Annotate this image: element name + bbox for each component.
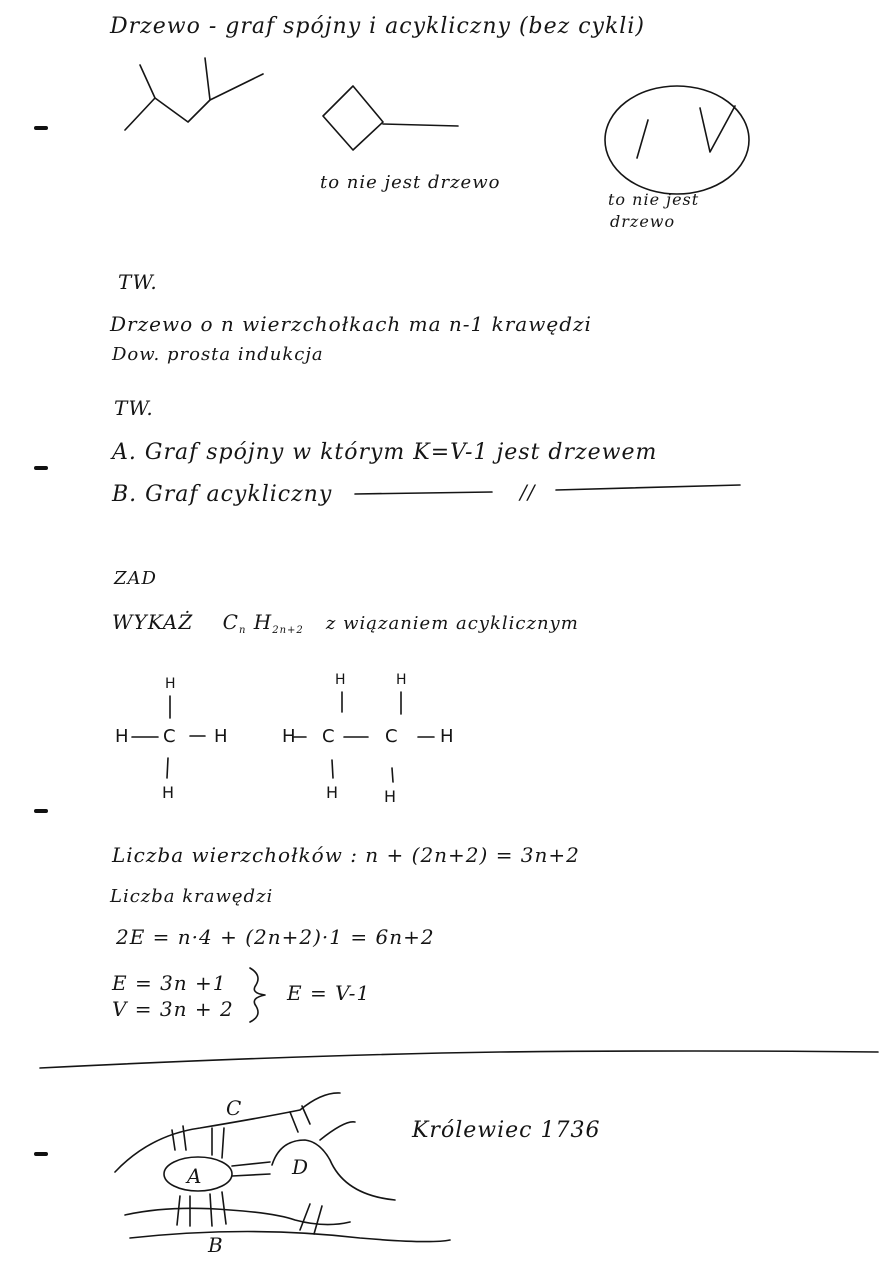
theorem2-line-b: B. Graf acykliczny xyxy=(112,482,333,507)
konigsberg-bridges-drawing xyxy=(115,1093,450,1242)
e-line: E = 3n +1 xyxy=(112,971,227,995)
page-title: Drzewo - graf spójny i acykliczny (bez cykli) xyxy=(110,14,645,39)
task-prefix: WYKAŻ xyxy=(112,610,194,634)
edge-equation: 2E = n·4 + (2n+2)·1 = 6n+2 xyxy=(116,925,435,949)
v-line: V = 3n + 2 xyxy=(112,997,234,1021)
task-suffix: z wiązaniem acyklicznym xyxy=(325,613,579,634)
formula-h: H xyxy=(253,610,273,634)
theorem1-label: TW. xyxy=(118,270,158,294)
edge-count-label: Liczba krawędzi xyxy=(110,886,274,907)
atom-h: H xyxy=(440,726,455,747)
ethane-bonds xyxy=(294,692,434,782)
formula-n-sub: n xyxy=(238,625,247,636)
not-tree-caption-2b: drzewo xyxy=(610,212,676,231)
not-tree-caption-2a: to nie jest xyxy=(608,190,700,209)
conclusion: E = V-1 xyxy=(287,981,371,1005)
region-label-c: C xyxy=(226,1096,243,1120)
disconnected-graph-drawing xyxy=(605,86,749,194)
atom-h: H xyxy=(326,783,340,802)
theorem1-proof: Dow. prosta indukcja xyxy=(112,344,324,365)
atom-h: H xyxy=(165,676,177,692)
atom-c: C xyxy=(322,726,336,747)
theorem2-line-a: A. Graf spójny w którym K=V-1 jest drzewem xyxy=(112,440,658,465)
atom-c: C xyxy=(163,726,177,747)
atom-c: C xyxy=(385,726,399,747)
ditto-line xyxy=(355,492,492,494)
konigsberg-title: Królewiec 1736 xyxy=(412,1118,601,1143)
not-tree-caption-1: to nie jest drzewo xyxy=(320,172,501,193)
atom-h: H xyxy=(396,672,408,688)
vertex-count: Liczba wierzchołków : n + (2n+2) = 3n+2 xyxy=(112,843,580,867)
atom-h: H xyxy=(115,726,130,747)
brace xyxy=(250,968,265,1022)
region-label-a: A xyxy=(187,1164,203,1188)
exercise-label: ZAD xyxy=(114,568,157,589)
formula-c: C xyxy=(222,610,239,634)
atom-h: H xyxy=(335,672,347,688)
region-label-b: B xyxy=(208,1233,224,1257)
separator-line xyxy=(40,1051,878,1068)
atom-h: H xyxy=(214,726,229,747)
cycle-graph-drawing xyxy=(323,86,458,150)
region-label-d: D xyxy=(292,1155,310,1179)
atom-h: H xyxy=(384,787,398,806)
theorem1-statement: Drzewo o n wierzchołkach ma n-1 krawędzi xyxy=(110,312,592,336)
ditto-line xyxy=(556,485,740,490)
theorem2-ditto: // xyxy=(520,480,536,504)
atom-h: H xyxy=(162,783,176,802)
theorem2-label: TW. xyxy=(114,396,154,420)
tree-drawing xyxy=(125,58,263,130)
atom-h: H xyxy=(282,726,297,747)
exercise-task xyxy=(112,610,579,636)
formula-h-sub: 2n+2 xyxy=(272,625,304,636)
